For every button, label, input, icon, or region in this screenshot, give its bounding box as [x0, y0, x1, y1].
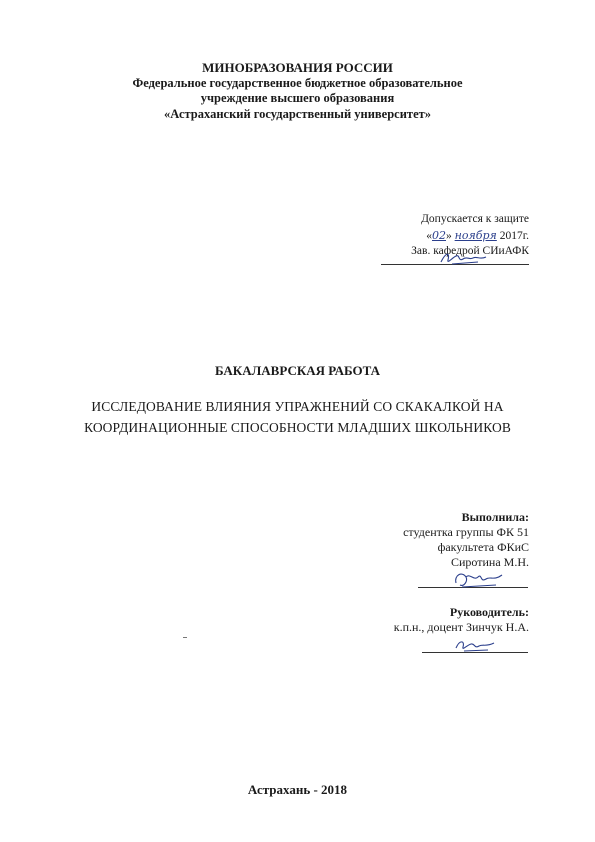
performer-signature	[450, 567, 512, 591]
date-open-quote: «	[426, 229, 432, 242]
date-close-quote: »	[446, 229, 452, 242]
supervisor-name: к.п.н., доцент Зинчук Н.А.	[393, 620, 529, 634]
performer-faculty: факультета ФКиС	[437, 540, 529, 554]
work-type: БАКАЛАВРСКАЯ РАБОТА	[214, 363, 380, 378]
supervisor-signature	[452, 635, 502, 655]
university-name: «Астраханский государственный университет»	[163, 106, 432, 121]
date-day: 02	[432, 228, 446, 242]
date-year: 2017г.	[496, 229, 529, 242]
institution-education-line: учреждение высшего образования	[200, 91, 395, 105]
city-year: Астрахань - 2018	[247, 782, 348, 797]
work-title	[30, 396, 565, 438]
approval-head-of-department: Зав. кафедрой СИиАФК	[411, 245, 529, 257]
approval-block	[329, 212, 529, 260]
work-title-line-1: ИССЛЕДОВАНИЕ ВЛИЯНИЯ УПРАЖНЕНИЙ СО СКАКАЛКОЙ НА	[91, 399, 504, 414]
scan-speck	[183, 637, 187, 638]
performer-block	[309, 510, 529, 570]
supervisor-label: Руководитель:	[449, 605, 529, 619]
ministry-name: МИНОБРАЗОВАНИЯ РОССИИ	[202, 60, 393, 75]
work-title-line-2: КООРДИНАЦИОННЫЕ СПОСОБНОСТИ МЛАДШИХ ШКОЛЬНИКОВ	[84, 420, 511, 435]
performer-label: Выполнила:	[461, 510, 529, 524]
performer-name: Сиротина М.Н.	[450, 555, 529, 569]
university-header	[0, 60, 595, 122]
approval-date	[329, 228, 529, 245]
supervisor-block	[309, 605, 529, 635]
date-month: ноября	[454, 228, 497, 242]
performer-group: студентка группы ФК 51	[403, 525, 529, 539]
approval-admitted: Допускается к защите	[421, 213, 529, 225]
institution-type-line: Федеральное государственное бюджетное образовательное	[132, 75, 463, 90]
approval-signature	[438, 248, 494, 268]
